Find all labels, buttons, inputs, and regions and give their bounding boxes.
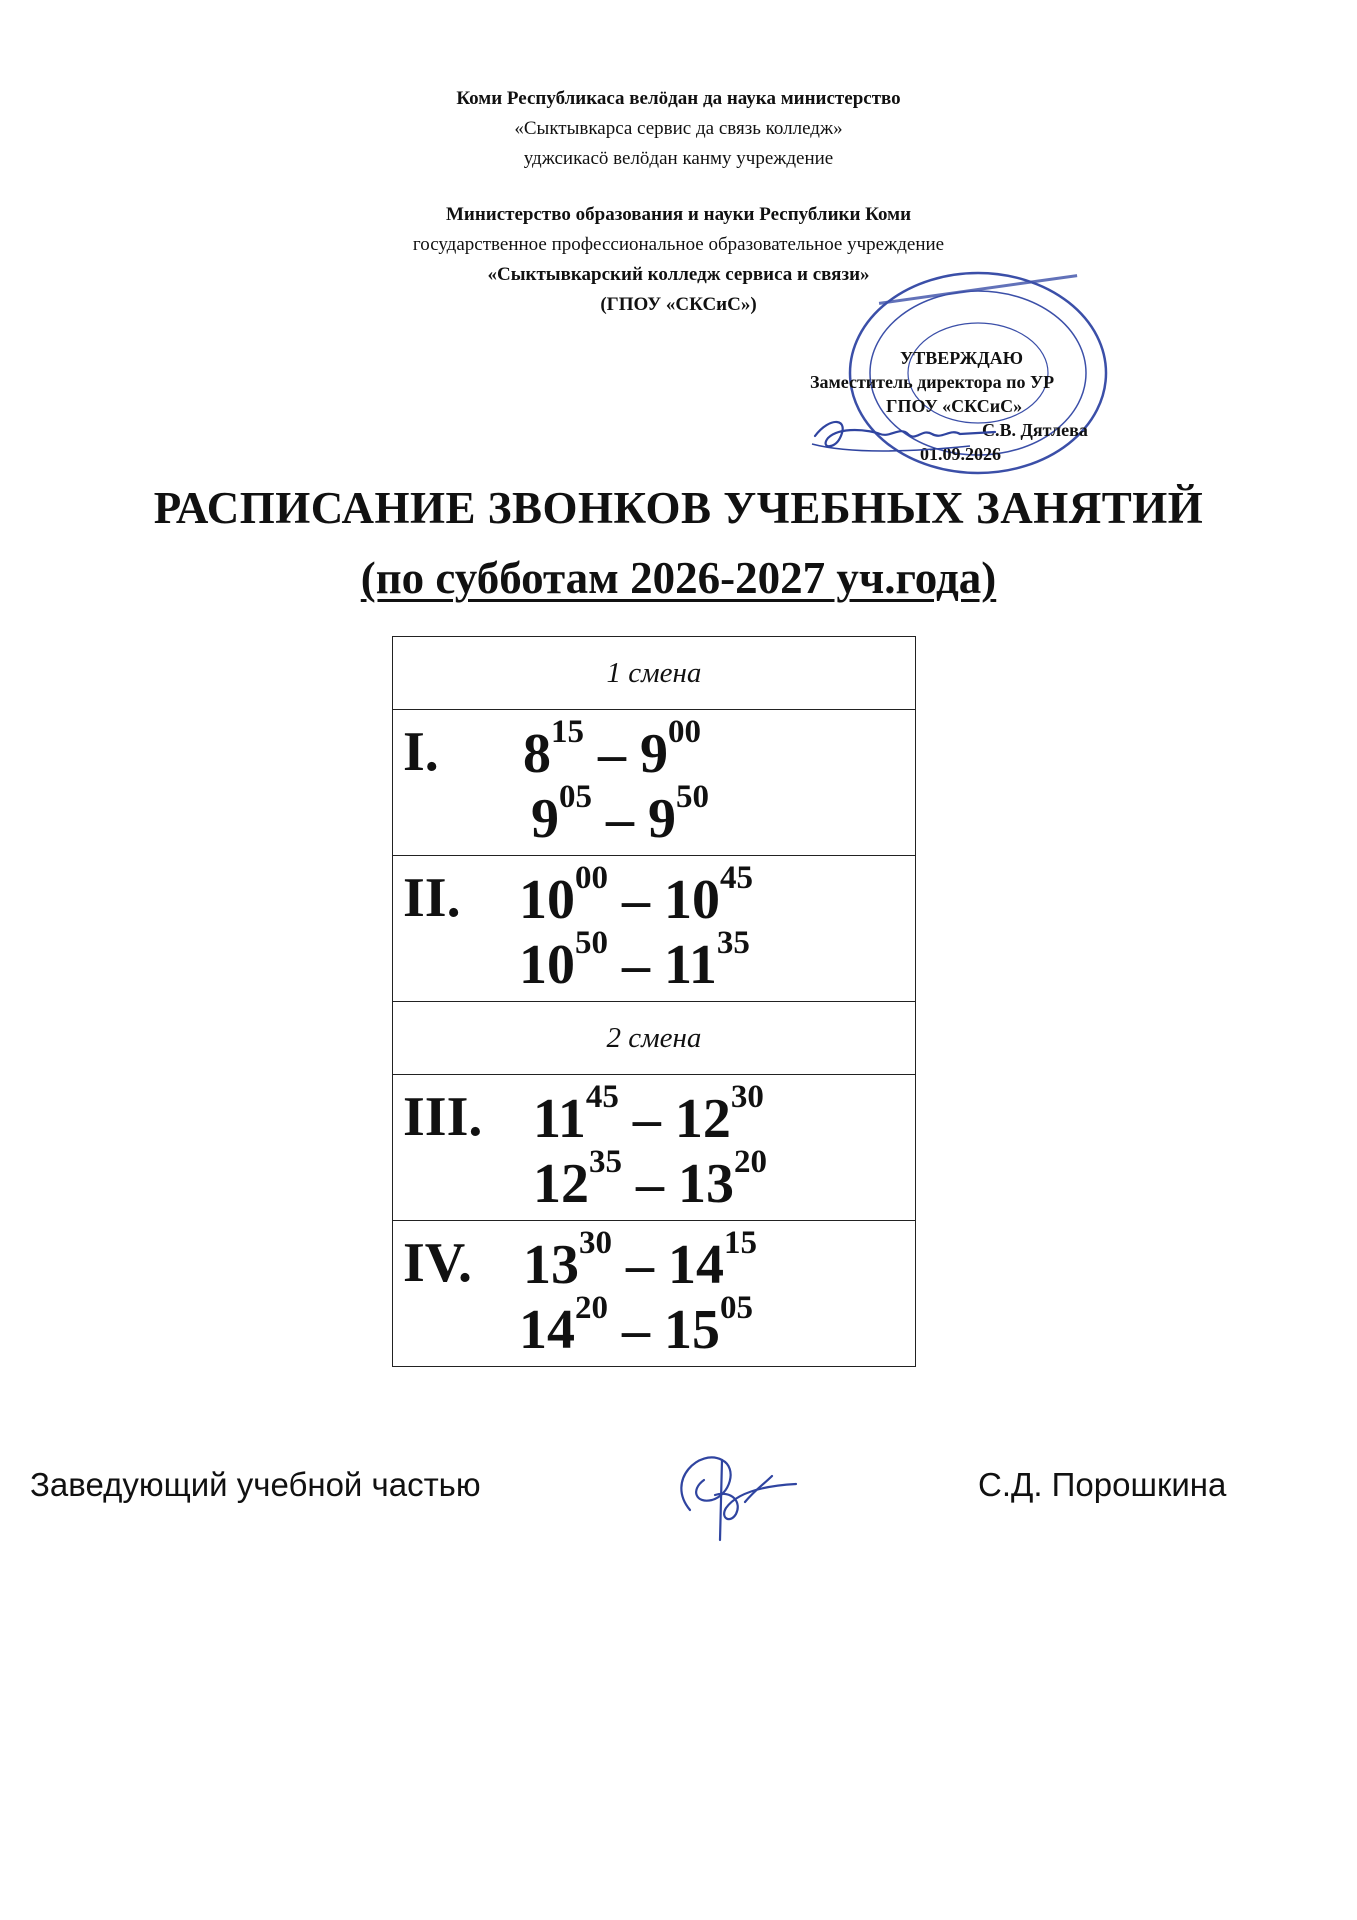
header-komi: [0, 84, 1357, 174]
pair-row-4: [393, 1221, 916, 1367]
approver-signature: [810, 408, 1000, 458]
lesson-time: $10^{00} - 10^{45}$: [519, 860, 753, 931]
pair-number: IV.: [403, 1232, 473, 1294]
pair-number: II.: [403, 867, 461, 929]
header-ru-college: «Сыктывкарский колледж сервиса и связи»: [487, 264, 870, 285]
footer-role: Заведующий учебной частью: [30, 1466, 481, 1503]
pair-row-3: [393, 1075, 916, 1221]
header-ru-institution-type: государственное профессиональное образовательное учреждение: [412, 234, 945, 255]
lesson-time: $9^{05} - 9^{50}$: [531, 779, 709, 850]
document-title: РАСПИСАНИЕ ЗВОНКОВ УЧЕБНЫХ ЗАНЯТИЙ: [153, 483, 1204, 533]
lesson-time: $8^{15} - 9^{00}$: [523, 714, 701, 785]
lesson-time: $11^{45} - 12^{30}$: [533, 1079, 764, 1150]
header-komi-institution: уджсикасӧ велӧдан канму учреждение: [523, 148, 834, 169]
approval-date: 01.09.2026: [920, 444, 1001, 464]
lesson-time: $10^{50} - 11^{35}$: [519, 925, 750, 996]
pair-row-2: [393, 856, 916, 1002]
lesson-time: $14^{20} - 15^{05}$: [519, 1290, 753, 1361]
approval-name: С.В. Дятлева: [982, 420, 1088, 440]
lesson-time: $12^{35} - 13^{20}$: [533, 1144, 767, 1215]
head-signature: [660, 1440, 800, 1550]
approval-position: Заместитель директора по УР: [810, 372, 1055, 392]
header-komi-college: «Сыктывкарса сервис да связь колледж»: [514, 118, 843, 139]
footer-name: С.Д. Порошкина: [978, 1466, 1227, 1503]
shift-2-label: 2 смена: [393, 1002, 916, 1075]
lesson-time: $13^{30} - 14^{15}$: [523, 1225, 757, 1296]
approval-org: ГПОУ «СКСиС»: [886, 396, 1023, 416]
pair-row-1: [393, 710, 916, 856]
shift-1-label: 1 смена: [393, 637, 916, 710]
header-ru: [0, 200, 1357, 320]
pair-number: III.: [403, 1086, 483, 1148]
approval-title: УТВЕРЖДАЮ: [900, 348, 1024, 368]
document-subtitle: [0, 552, 1357, 604]
header-ru-abbr: (ГПОУ «СКСиС»): [600, 294, 757, 315]
bell-schedule-table: [392, 636, 916, 1367]
pair-number: I.: [403, 721, 439, 783]
shift-row-1: [393, 637, 916, 710]
header-komi-ministry: Коми Республикаса велӧдан да наука министерство: [456, 88, 901, 109]
document-subtitle-text: (по субботам 2026-2027 уч.года): [360, 553, 997, 603]
shift-row-2: [393, 1002, 916, 1075]
header-ru-ministry: Министерство образования и науки Республики Коми: [445, 204, 912, 225]
